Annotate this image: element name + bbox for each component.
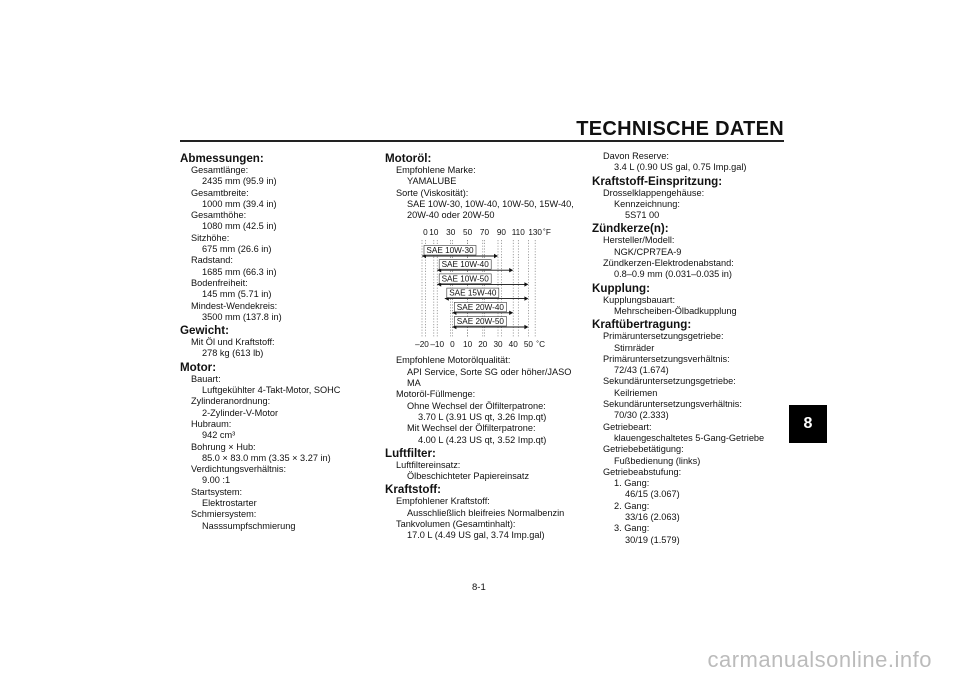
viscosity-chart [385,225,560,353]
section-heading: Kraftstoff: [385,483,442,497]
spec-line: 33/16 (2.063) [625,512,680,523]
spec-line: 4.00 L (4.23 US qt, 3.52 Imp.qt) [418,434,547,445]
c-tick-label: –10 [430,340,445,350]
spec-line: Getriebeart: [603,421,652,432]
spec-line: 0.8–0.9 mm (0.031–0.035 in) [614,269,732,280]
spec-line: NGK/CPR7EA-9 [614,246,682,257]
spec-line: 20W-40 oder 20W-50 [407,210,495,221]
spec-line: Ohne Wechsel der Ölfilterpatrone: [407,400,546,411]
spec-line: 278 kg (613 lb) [202,348,264,359]
spec-line: Gesamtbreite: [191,187,249,198]
section-heading: Motoröl: [385,152,432,165]
section-heading: Kraftübertragung: [592,318,692,332]
spec-line: Schmiersystem: [191,509,257,520]
grade-label: SAE 15W-40 [449,289,497,299]
section-heading: Abmessungen: [180,152,264,165]
c-tick-label: –20 [415,340,429,350]
spec-line: Mehrscheiben-Ölbadkupplung [614,305,737,316]
section-heading: Kraftstoff-Einspritzung: [592,174,723,188]
spec-line: Verdichtungsverhältnis: [191,464,286,475]
f-unit-label: ˚F [543,228,551,238]
section-heading: Luftfilter: [385,446,436,460]
spec-line: Hersteller/Modell: [603,235,675,246]
spec-line: Bohrung × Hub: [191,441,256,452]
c-tick-label: 0 [450,340,455,350]
f-tick-label: 130 [528,228,542,238]
spec-line: 1080 mm (42.5 in) [202,221,277,232]
spec-line: Bauart: [191,373,221,384]
spec-line: Sekundäruntersetzungsverhältnis: [603,399,742,410]
spec-line: klauengeschaltetes 5-Gang-Getriebe [614,432,765,443]
grade-arrow-right [524,325,528,329]
spec-line: 1000 mm (39.4 in) [202,198,277,209]
grade-arrow-right [494,254,498,258]
spec-line: Keilriemen [614,387,658,398]
spec-line: 85.0 × 83.0 mm (3.35 × 3.27 in) [202,452,331,463]
spec-line: YAMALUBE [407,176,457,187]
grade-arrow-right [509,268,513,272]
grade-label: SAE 10W-30 [426,246,474,256]
grade-arrow-right [509,311,513,315]
spec-line: SAE 10W-30, 10W-40, 10W-50, 15W-40, [407,198,574,209]
spec-line: 5S71 00 [625,210,660,221]
spec-line: 46/15 (3.067) [625,489,680,500]
spec-line: 30/19 (1.579) [625,534,680,545]
c-tick-label: 10 [463,340,473,350]
spec-line: 17.0 L (4.49 US gal, 3.74 Imp.gal) [407,530,545,541]
spec-line: Gesamthöhe: [191,210,247,221]
grade-arrow-right [524,297,528,301]
grade-arrow-right [524,283,528,287]
spec-column-2 [385,151,585,542]
section-heading: Zündkerze(n): [592,222,669,236]
spec-line: Sorte (Viskosität): [396,187,469,198]
spec-line: Hubraum: [191,418,232,429]
spec-line: Empfohlene Motorölqualität: [396,355,511,366]
spec-line: 72/43 (1.674) [614,365,669,376]
spec-line: Ölbeschichteter Papiereinsatz [407,471,530,482]
spec-line: Empfohlene Marke: [396,165,476,175]
spec-line: Davon Reserve: [603,151,669,161]
spec-line: 942 cm³ [202,430,236,441]
spec-line: Sitzhöhe: [191,232,230,243]
c-tick-label: 20 [478,340,488,350]
spec-line: Mit Wechsel der Ölfilterpatrone: [407,423,536,434]
spec-line: Sekundäruntersetzungsgetriebe: [603,376,736,387]
spec-line: Luftgekühlter 4-Takt-Motor, SOHC [202,385,341,396]
section-heading: Motor: [180,360,217,374]
section-heading: Kupplung: [592,281,650,295]
spec-line: 3. Gang: [614,523,650,534]
section-heading: Gewicht: [180,324,229,338]
spec-line: Stirnräder [614,342,655,353]
c-unit-label: ˚C [536,340,546,350]
spec-line: Kupplungsbauart: [603,294,676,305]
spec-line: Getriebeabstufung: [603,466,682,477]
f-tick-label: 50 [463,228,473,238]
grade-label: SAE 20W-40 [456,303,504,313]
c-tick-label: 40 [508,340,518,350]
f-tick-label: 30 [446,228,456,238]
spec-line: Mindest-Wendekreis: [191,300,278,311]
spec-line: MA [407,378,421,389]
grade-label: SAE 10W-50 [441,274,489,284]
spec-line: 3.4 L (0.90 US gal, 0.75 Imp.gal) [614,162,747,173]
spec-line: Luftfiltereinsatz: [396,459,461,470]
spec-line: Elektrostarter [202,498,257,509]
spec-line: 145 mm (5.71 in) [202,289,272,300]
page-title: TECHNISCHE DATEN [576,118,784,140]
spec-line: 3500 mm (137.8 in) [202,311,282,322]
title-rule [180,140,784,142]
grade-label: SAE 10W-40 [441,260,489,270]
spec-line: 1. Gang: [614,478,650,489]
spec-line: 675 mm (26.6 in) [202,244,272,255]
c-tick-label: 50 [523,340,533,350]
spec-line: 2-Zylinder-V-Motor [202,407,279,418]
spec-line: Zündkerzen-Elektrodenabstand: [603,258,734,269]
spec-line: Motoröl-Füllmenge: [396,389,476,400]
page-number: 8-1 [472,582,486,593]
c-tick-label: 30 [493,340,503,350]
f-tick-label: 110 [511,228,525,238]
spec-line: Radstand: [191,255,233,266]
spec-line: 2. Gang: [614,500,650,511]
spec-line: Empfohlener Kraftstoff: [396,496,490,507]
f-tick-label: 10 [429,228,439,238]
f-tick-label: 0 [423,228,428,238]
spec-line: Primäruntersetzungsgetriebe: [603,331,724,342]
grade-label: SAE 20W-50 [456,317,504,327]
spec-line: 70/30 (2.333) [614,410,669,421]
f-tick-label: 70 [479,228,490,238]
spec-line: Fußbedienung (links) [614,455,701,466]
spec-line: Bodenfreiheit: [191,277,248,288]
spec-line: Drosselklappengehäuse: [603,187,705,198]
spec-line: Gesamtlänge: [191,165,249,175]
spec-line: Tankvolumen (Gesamtinhalt): [396,519,516,530]
spec-line: 9.00 :1 [202,475,231,486]
watermark: carmanualsonline.info [707,647,932,672]
spec-line: Primäruntersetzungsverhältnis: [603,353,730,364]
spec-line: Getriebebetätigung: [603,444,684,455]
spec-line: Nasssumpfschmierung [202,520,296,531]
spec-line: Mit Öl und Kraftstoff: [191,337,275,348]
chapter-tab: 8 [789,405,827,443]
spec-line: API Service, Sorte SG oder höher/JASO [407,366,572,377]
spec-column-3 [592,151,792,546]
spec-line: Ausschließlich bleifreies Normalbenzin [407,507,565,518]
spec-line: 1685 mm (66.3 in) [202,266,277,277]
f-tick-label: 90 [496,228,506,238]
spec-line: Kennzeichnung: [614,198,680,209]
spec-line: Zylinderanordnung: [191,396,271,407]
spec-line: 3.70 L (3.91 US qt, 3.26 Imp.qt) [418,411,547,422]
spec-line: 2435 mm (95.9 in) [202,176,277,187]
spec-line: Startsystem: [191,486,243,497]
spec-column-1 [180,151,380,532]
